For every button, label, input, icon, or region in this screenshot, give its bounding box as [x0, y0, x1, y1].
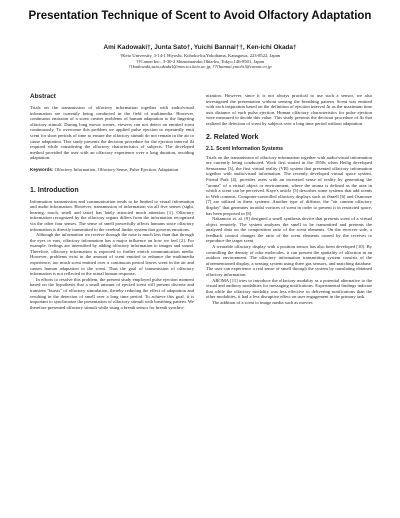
paper-title: Presentation Technique of Scent to Avoid Olfactory Adaptation [28, 10, 372, 22]
author-emails: †{kadowaki,sato,okada}@mos.ics.keio.ac.jp, ††{bannai.yuichi}@canon.co.jp [128, 64, 272, 70]
related-paragraph-5: The addition of a scent to image media such as movies [212, 300, 313, 305]
affiliation-line-1: †Keio University, 3-14-1 Hiyoshi, Kohoku-ku,Yokohama, Kanagawa, 223-8522, Japan [119, 53, 281, 58]
keywords [30, 167, 194, 173]
scent-systems-heading: 2.1. Scent Information Systems [206, 145, 283, 152]
intro-continued: nization. However, since it is not always practical to use such a sensor, we also investigated the presentation without sensing the breathing pattern. Scent was emitted with each inspiration based on the definition of ejection interval Δt as the maximum time axis distance of each pulse ejection. Human olfactory characteristics for pulse ejection were measured to decide this value. This study presents the decision procedure of Δt that realized the detection of scent by subjects over a long time period without adaptation. [206, 93, 372, 126]
abstract-heading: Abstract [30, 93, 56, 100]
keywords-text: Olfactory Information, Olfactory Sense, Pulse Ejection, Adaptation [54, 166, 179, 172]
intro-paragraph-1: Information transmission and communication tends to be limited to visual information and audio information. However, transmission of information via all five senses (sight, hearing, touch, smell and taste) has lately attracted much attention [1]. Olfactory information recognized by the olfactory organs differs from the information recognized via the other four senses. The sense of smell powerfully affects humans since olfactory information is directly transmitted to the cerebral limbic system that governs emotions. [30, 198, 194, 232]
related-work-heading: 2. Related Work [206, 133, 259, 141]
introduction-heading: 1. Introduction [30, 186, 79, 194]
intro-paragraph-3: In efforts to resolve this problem, the present study employed pulse ejection moment based on the hypothesis that a small amount of ejected scent will present discrete and transient "bursts" of olfactory stimulation, thereby reducing the effect of adaptation and resulting in the detection of smell over a long time period. To achieve this goal, it is important to synchronize the presentation of olfactory stimuli with breathing pattern. We therefore presented olfactory stimuli while using a breath sensor for breath synchro- [30, 276, 194, 310]
abstract-text: Trials on the transmission of olfactory information together with audio/visual information are currently being conducted in the field of multimedia. However, continuous emission of a scent creates problems of human adaptation to the lingering olfactory stimuli. During long movie scenes, viewers can not detect an emitted scent continuously. To overcome this problem we applied pulse ejection to repeatedly emit scent for short periods of time to ensure the olfactory stimuli do not remain in the air to cause adaptation. This study presents the decision procedure for the ejection interval Δt required while considering the olfactory characteristics of subjects. The developed method provided the user with an olfactory experience over a long duration, avoiding adaptation. [30, 105, 194, 161]
related-paragraph-4: AROMA [11] tries to introduce the olfactory modality as a potential alternative to the visual and auditory modalities for messaging notifications. Experimental findings indicate that while the olfactory modality was less effective in delivering notifications than the other modalities, it had a less disruptive effect on user engagement in the primary task. [206, 277, 372, 300]
affiliations [0, 53, 400, 70]
related-paragraph-1: Trials on the transmission of olfactory information together with audio/visual information are currently being conducted. Work first started in the 1950s when Heilig developed Sensorama [3], the first virtual reality (VR) system that presented olfactory information together with audio/visual information. The recently developed virtual space system, Friend Park [4], provides users with an increased sense of reality by generating the "aroma" of a virtual object or environment, where the aroma is defined as the area in which a scent can be perceived. Kaye's article [5] describes some systems that add scents to Web contents. Computer-controlled olfactory displays such as iSmell [6] and Osmooze [7] are utilized in these systems. Another type of diffuser, the "air cannon olfactory display" that generates toroidal vortices of scent in order to present it in restricted space, has been proposed in [8]. [206, 154, 372, 216]
author-list: Ami Kadowaki†, Junta Sato†, Yuichi Bannai††, Ken-ichi Okada† [103, 44, 297, 51]
affiliation-line-2: ††Canon Inc., 3-30-2 Shimomaruko,Ohta-ku, Tokyo,146-8501, Japan [135, 58, 265, 64]
keywords-label: Keywords: [30, 166, 54, 172]
left-column [30, 93, 194, 310]
related-paragraph-2: Nakamoto et. al. [9] designed a smell synthesis device that presents scent of a virtual object remotely. The system analyzes the smell to be transmitted and presents the analyzed data on the composition ratio of the scent elements. On the receiver side, a feedback control changes the ratio of the scent elements owned by the receiver to reproduce the target scent. [206, 216, 372, 244]
intro-paragraph-2: Although the information we receive through the nose is much less than that through the eyes or ears, olfactory information has a major influence on how we feel [2]. For example, feelings are intensified by adding olfactory information to images and sound. Therefore, olfactory information is expected to further enrich communication media. However, problems exist in the amount of scent emitted to enhance the multimedia experience; too much scent emitted over a continuous period leaves scent in the air and causes human adaptation to the scent. Thus the goal of transmission of olfactory information is not reflected in the actual human response. [30, 232, 194, 277]
right-column [206, 93, 372, 306]
related-paragraph-3: A wearable olfactory display with a position sensor has also been developed [10]. By controlling the density of odor molecules, it can present the spatiality of olfaction in an outdoor environment. The olfactory information transmitting system consists of the aforementioned display, a sensing system using three gas sensors, and matching database. The user can experience a real sense of smell through the system by translating obtained olfactory information. [206, 244, 372, 278]
